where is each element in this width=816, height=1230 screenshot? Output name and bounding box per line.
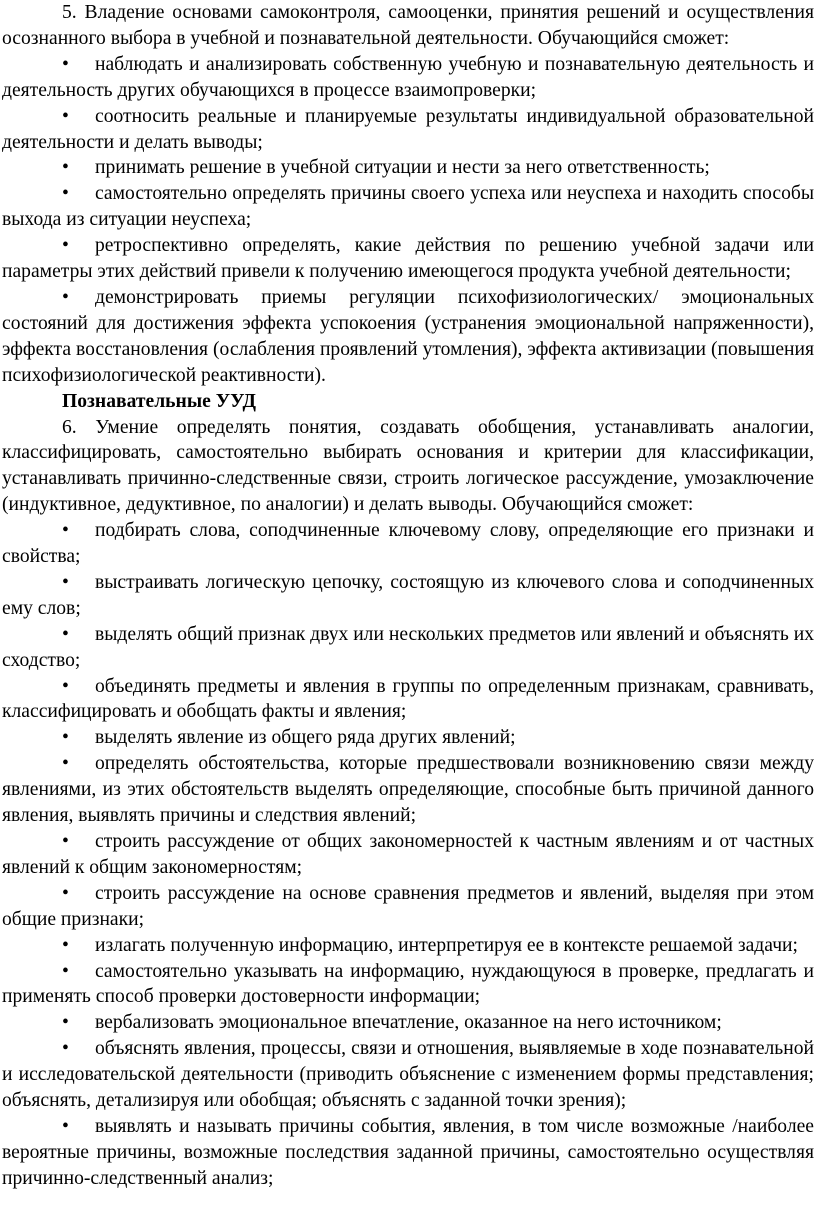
list-item	[2, 155, 814, 181]
list-item	[2, 285, 814, 389]
list-item	[2, 518, 814, 570]
list-item-text: выявлять и называть причины события, явления, в том числе возможные /наиболее вероятные причины, возможные последствия заданной причины, самостоятельно осуществляя причинно-следственный анализ;	[2, 1115, 814, 1189]
list-item	[2, 1036, 814, 1114]
list-item	[2, 881, 814, 933]
bullet-icon: •	[62, 183, 69, 205]
list-item	[2, 1114, 814, 1192]
list-item-text: объединять предметы и явления в группы по определенным признакам, сравнивать, классифицировать и обобщать факты и явления;	[2, 675, 814, 723]
list-item-text: принимать решение в учебной ситуации и нести за него ответственность;	[95, 157, 710, 179]
list-item-text: строить рассуждение на основе сравнения предметов и явлений, выделяя при этом общие признаки;	[2, 882, 814, 930]
bullet-icon: •	[62, 675, 69, 697]
section-5-list	[2, 52, 814, 389]
list-item-text: подбирать слова, соподчиненные ключевому слову, определяющие его признаки и свойства;	[2, 520, 814, 568]
list-item	[2, 181, 814, 233]
bullet-icon: •	[62, 157, 69, 179]
document-page	[2, 0, 814, 1192]
list-item-text: самостоятельно определять причины своего успеха или неуспеха и находить способы выхода из ситуации неуспеха;	[2, 183, 814, 231]
list-item	[2, 959, 814, 1011]
bullet-icon: •	[62, 831, 69, 852]
bullet-icon: •	[62, 286, 69, 308]
section-5-intro: 5. Владение основами самоконтроля, самооценки, принятия решений и осуществления осознанного выбора в учебной и познавательной деятельности. Обучающийся сможет:	[2, 2, 814, 49]
bullet-icon: •	[62, 1012, 69, 1034]
bullet-icon: •	[62, 753, 69, 775]
list-item	[2, 1010, 814, 1036]
bullet-icon: •	[62, 1038, 69, 1060]
list-item-text: объяснять явления, процессы, связи и отношения, выявляемые в ходе познавательной и исследовательской деятельности (приводить объяснение с изменением формы представления; объяснять, детализируя или обобщая; объяснять с заданной точки зрения);	[2, 1038, 814, 1112]
list-item-text: выстраивать логическую цепочку, состоящую из ключевого слова и соподчиненных ему слов;	[2, 571, 814, 619]
bullet-icon: •	[62, 105, 69, 127]
list-item	[2, 725, 814, 751]
section-6-list	[2, 518, 814, 1192]
list-item	[2, 751, 814, 829]
list-item	[2, 622, 814, 674]
bullet-icon: •	[62, 934, 69, 956]
bullet-icon: •	[62, 235, 69, 257]
bullet-icon: •	[62, 53, 69, 75]
bullet-icon: •	[62, 623, 69, 645]
section-6-intro: 6. Умение определять понятия, создавать обобщения, устанавливать аналогии, классифицировать, самостоятельно выбирать основания и критерии для классификации, устанавливать причинно-следственные связи, строить логическое рассуждение, умозаключение (индуктивное, дедуктивное, по аналогии) и делать выводы. Обучающийся сможет:	[2, 416, 814, 516]
section-heading: Познавательные УУД	[62, 390, 256, 412]
list-item-text: соотносить реальные и планируемые результаты индивидуальной образовательной деятельности и делать выводы;	[2, 105, 814, 153]
bullet-icon: •	[62, 571, 69, 593]
list-item	[2, 570, 814, 622]
list-item-text: самостоятельно указывать на информацию, нуждающуюся в проверке, предлагать и применять способ проверки достоверности информации;	[2, 960, 814, 1008]
bullet-icon: •	[62, 1115, 69, 1137]
list-item-text: демонстрировать приемы регуляции психофизиологических/ эмоциональных состояний для достижения эффекта успокоения (устранения эмоциональной напряженности), эффекта восстановления (ослабления проявлений утомления), эффекта активизации (повышения психофизиологической реактивности).	[2, 286, 814, 386]
list-item-text: выделять явление из общего ряда других явлений;	[95, 727, 516, 749]
bullet-icon: •	[62, 882, 69, 904]
list-item-text: строить рассуждение от общих закономерностей к частным явлениям и от частных явлений к общим закономерностям;	[2, 831, 814, 878]
list-item-text: вербализовать эмоциональное впечатление, оказанное на него источником;	[95, 1012, 722, 1034]
list-item	[2, 933, 814, 959]
bullet-icon: •	[62, 520, 69, 542]
bullet-icon: •	[62, 727, 69, 749]
list-item	[2, 674, 814, 726]
list-item	[2, 52, 814, 104]
list-item	[2, 233, 814, 285]
list-item	[2, 829, 814, 881]
list-item-text: выделять общий признак двух или нескольких предметов или явлений и объяснять их сходство;	[2, 623, 814, 671]
list-item-text: наблюдать и анализировать собственную учебную и познавательную деятельность и деятельность других обучающихся в процессе взаимопроверки;	[2, 53, 814, 101]
list-item-text: излагать полученную информацию, интерпретируя ее в контексте решаемой задачи;	[95, 934, 798, 956]
list-item-text: определять обстоятельства, которые предшествовали возникновению связи между явлениями, из этих обстоятельств выделять определяющие, способные быть причиной данного явления, выявлять причины и следствия явлений;	[2, 753, 814, 827]
bullet-icon: •	[62, 960, 69, 982]
list-item	[2, 104, 814, 156]
list-item-text: ретроспективно определять, какие действия по решению учебной задачи или параметры этих действий привели к получению имеющегося продукта учебной деятельности;	[2, 235, 814, 283]
